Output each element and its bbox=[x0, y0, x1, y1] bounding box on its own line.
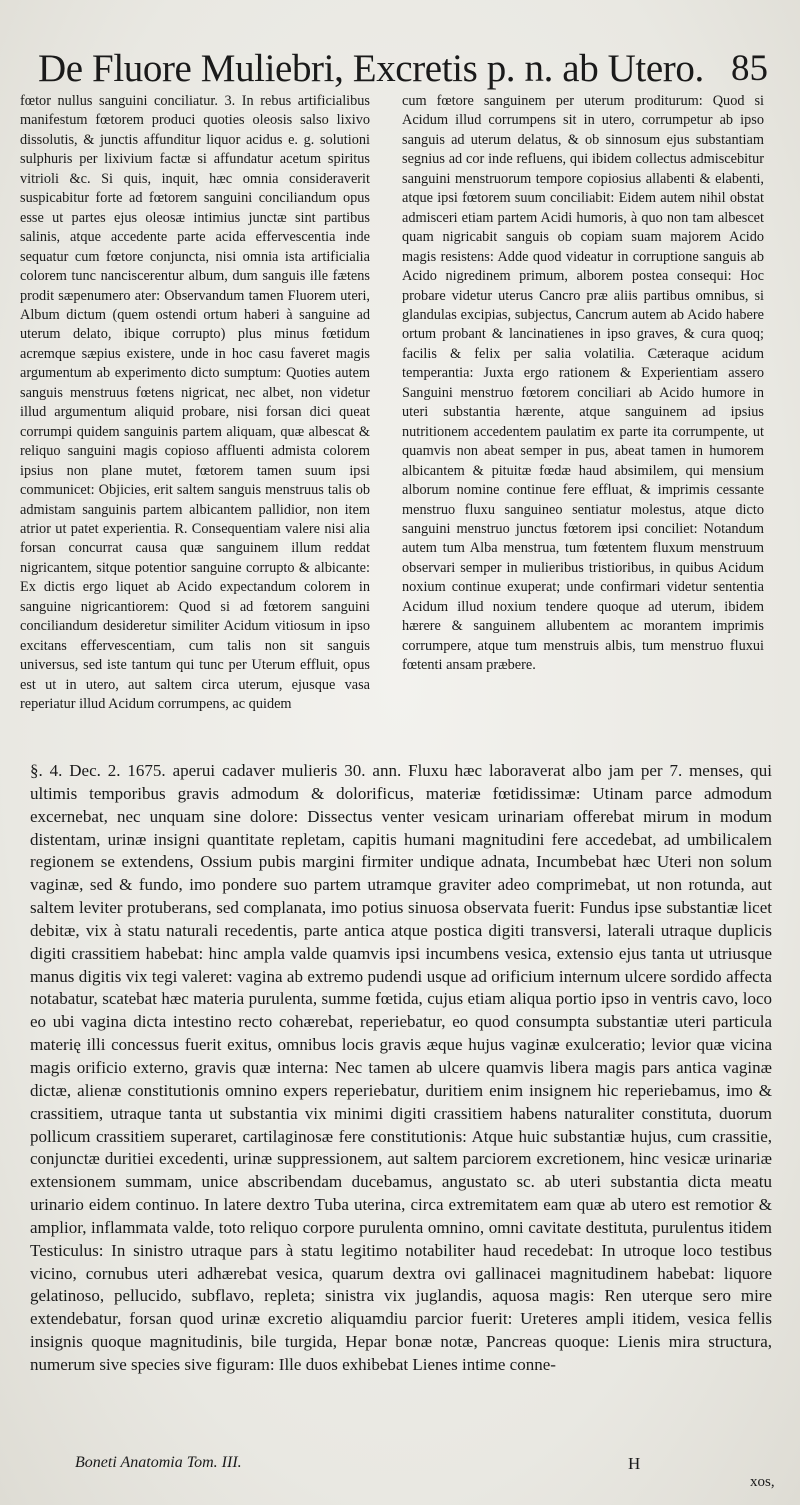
left-column bbox=[20, 92, 370, 754]
main-paragraph-text: §. 4. Dec. 2. 1675. aperui cadaver mulieris 30. ann. Fluxu hæc laboraverat albo jam per 7. menses, qui ultimis temporibus gravis admodum & dolorificus, materiæ fœtidissimæ: Utinam parce admodum excernebat, nec unquam sine dolore: Dissectus venter vesicam urinariam offerebat mirum in modum distentam, urinæ insigni quantitate repletam, capitis humani magnitudini fere accedebat, ad umbilicalem regionem se extendens, Ossium pubis margini firmiter undique adnata, Incumbebat hæc Uteri non solum vaginæ, sed & fundo, imo pondere suo partem utramque graviter adeo comprimebat, ut non rotunda, aut saltem leviter protuberans, sed complanata, imo potius sinuosa observata fuerit: Fundus ipse substantiæ licet debitæ, vix à statu naturali recedentis, parte antica atque postica digiti transversi, laterali utraque duplicis digiti crassitiem habebat: hinc ampla valde quamvis ipsi incumbens vesica, extensio ejus tanta ut utriusque manus digitis vix tegi valeret: vagina ab extremo pudendi usque ad orificium internum ulcere sordido affecta notabatur, scatebat hæc materia purulenta, summe fœtida, cujus etiam aliqua portio ipso in ventris cavo, loco eo ubi vagina dicta intestino recto cohærebat, reperiebatur, eo quod consumpta substantiæ uteri particula materię illi concessus fuerit exitus, omnibus locis gravis æque hujus vaginæ exulceratio; levior quæ vicina magis orificio externo, gravis quæ interna: Nec tamen ab ulcere quamvis libera magis pars antica vaginæ dictæ, alienæ constitutionis omnino expers reperiebatur, duritiem enim insignem hic reperiebamus, imo & crassitiem, utraque tanta ut substantia vix minimi digiti crassitiem habens naturaliter constituta, duorum pollicum crassitiem superaret, cartilaginosæ fere constitutionis: Atque huic substantiæ hujus, cum crassitie, conjunctæ duritiei excedenti, urinæ suppressionem, aut saltem parciorem excretionem, hinc vesicæ urinariæ extensionem summam, unice abscribendam ducebamus, angustato sc. ab uteri substantia dicta meatu urinario eidem continuo. In latere dextro Tuba uterina, circa extremitatem eam quæ ab utero est remotior & amplior, inflammata valde, toto reliquo corpore purulenta omnino, omni cavitate destituta, purulentus itidem Testiculus: In sinistro utraque pars à statu legitimo notabiliter haud recedebat: In utroque loco testibus vicino, cornubus uteri adhærebat vesica, quarum dextra ovi gallinacei magnitudinem habebat: liquore gelatinoso, pellucido, subflavo, repleta; sinistra vix juglandis, aquosa magis: Ren uterque sero mire extendebatur, forsan quod urinæ excretio aliquamdiu parcior fuerit: Ureteres ampli itidem, vesica fellis insignis quoque magnitudinis, bile turgida, Hepar bonæ notæ, Pancreas quoque: Lienis mira structura, numerum sive species sive figuram: Ille duos exhibebat Lienes intime conne- bbox=[30, 761, 772, 1374]
signature-mark: H bbox=[628, 1454, 641, 1473]
left-column-text: fœtor nullus sanguini conciliatur. 3. In rebus artificialibus manifestum fœtorem produci quoties oleosis salso lixivo dissolutis, & junctis affunditur liquor acidus e. g. solutioni sulphuris per lixivium factæ si affundatur acetum spiritus vitrioli &c. Si quis, inquit, hæc omnia consideraverit suspicabitur forte ad fœtorem sanguini conciliandum opus esse ut partes ejus oleosæ intimius junctæ sint partibus salinis, atque accedente parte acida effervescentia inde sequatur cum fœtore conjuncta, nisi omnia ista artificialia colorem tunc nanciscerentur album, dum sanguis ille fætens prodit sæpenumero ater: Observandum tamen Fluorem uteri, Album dictum (quem ostendi ortum haberi à sanguine ad uterum delato, ibique corrupto) plus minus fœtidum acremque sæpius existere, unde in hoc casu faveret magis argumentum ab experimento dicto sumptum: Quoties autem sanguis menstruus fœtens nigricat, nec albet, non videtur illud argumentum aliquid probare, nisi forsan dici queat corrumpi quidem sanguinis partem aliquam, quæ albescat & reliquo sanguini magis copioso affluenti admista colorem ipsius non plane mutet, fœtorem tamen suum ipsi communicet: Objicies, erit saltem sanguis menstruus talis ob admistam sanguinis partem albicantem pallidior, non item atrior ut patet experientia. R. Consequentiam valere nisi alia forsan concurrat causa quæ sanguinem illum reddat nigricantem, sitque potentior sanguine corrupto & albicante: Ex dictis ergo liquet ab Acido expectandum colorem in sanguine nigricantiorem: Quod si ad fœtorem sanguini conciliandum desideretur similiter Acidum vitiosum in ipso excitans effervescentiam, cum talis non sit sanguis universus, sed iste tantum qui tunc per Uterum effluit, opus est ut in utero, aut saltem circa uterum, ejusque vasa reperiatur illud Acidum corrumpens, ac quidem bbox=[20, 93, 370, 713]
right-column-text: cum fœtore sanguinem per uterum proditurum: Quod si Acidum illud corrumpens sit in utero, corrumpetur ab ipso sanguis ad uterum delatus, & ob sinnosum ejus substantiam segnius ad cor inde refluens, qui ibidem collectus admiscebitur sanguini menstruorum tempore copiosius allabenti & elabenti, atque ipsi fœtorem suum conciliabit: Eidem autem nihil obstat admisceri etiam partem Acidi humoris, à quo non tam albescet quam nigricabit sanguis ob copiam suam majorem Acido magis resistens: Adde quod videatur in corruptione sanguis ab Acido nigredinem primum, alborem postea consequi: Hoc probare videtur uterus Cancro præ aliis partibus omnibus, si glandulas excipias, subjectus, Cancrum autem ab Acido habere ortum probant & lancinatienes in ipso graves, & cura quoq; facilis & felix per salia volatilia. Cæteraque acidum temperantia: Juxta ergo rationem & Experientiam assero Sanguini menstruo fœtorem conciliari ab Acido humore in uteri substantia hærente, atque sanguinem ad ipsius nutritionem accedentem paulatim ex parte ita corrumpente, ut quamvis non abeat semper in pus, abeat tamen in humorem albicantem & pituitæ fœdæ haud absimilem, qui mensium alborum nomine continue fere effluat, & imprimis cessante menstruo fluxu sanguineo sentiatur molestus, atque dicto sanguini menstruo junctus fœtorem ipsi conciliet: Notandum autem tum Alba menstrua, tum fœtentem fluxum menstruum observari semper in mulieribus tristioribus, in quibus Acidum noxium continue exuperat; unde confirmari videtur sententia Acidum illud noxium tendere quoque ad uterum, ibidem hærere & sanguinem allubentem ac morantem imprimis corrumpere, atque tum menstruis albis, tum menstruo fluxui fœtenti ansam præbere. bbox=[402, 93, 764, 674]
page-header bbox=[38, 44, 768, 94]
main-paragraph bbox=[30, 760, 772, 1445]
right-column bbox=[402, 92, 764, 754]
catchword: xos, bbox=[750, 1474, 775, 1490]
footer-running-title: Boneti Anatomia Tom. III. bbox=[75, 1454, 242, 1471]
page-number: 85 bbox=[731, 48, 768, 89]
running-head-title: De Fluore Muliebri, Excretis p. n. ab Utero. bbox=[38, 47, 704, 90]
